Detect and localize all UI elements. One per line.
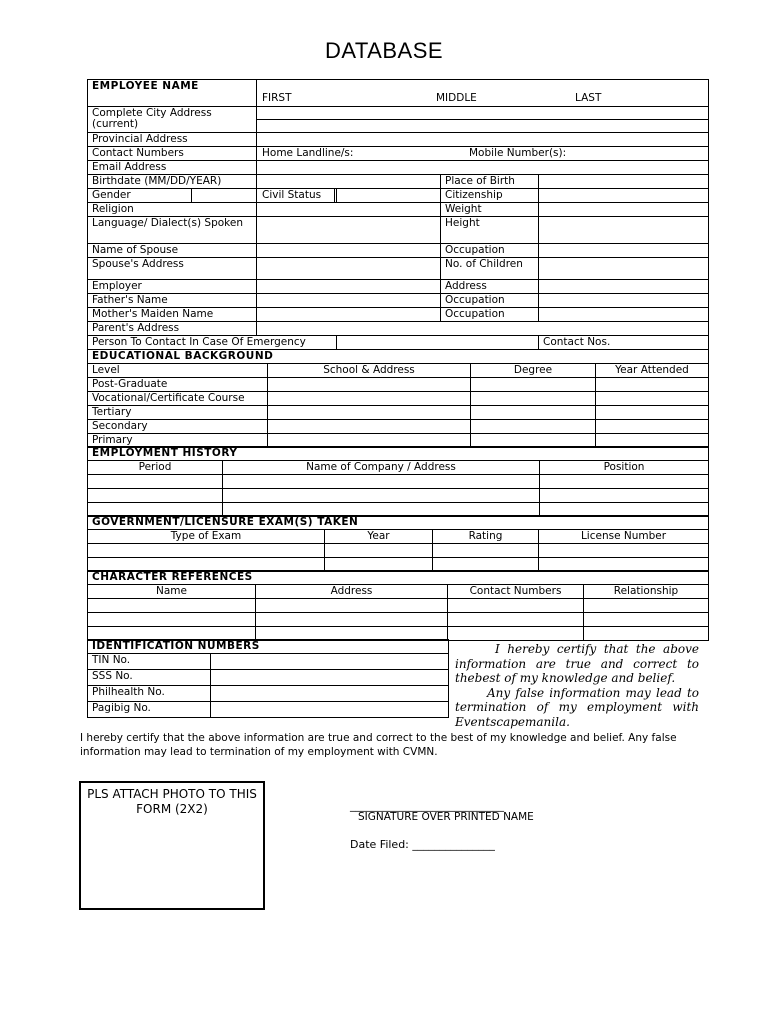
references-table bbox=[87, 570, 709, 641]
exams-header: GOVERNMENT/LICENSURE EXAM(S) TAKEN bbox=[88, 516, 709, 530]
education-cell[interactable] bbox=[596, 420, 709, 434]
education-col-degree: Degree bbox=[471, 364, 596, 378]
provincial-address-label: Provincial Address bbox=[88, 133, 257, 147]
spouse-address-field[interactable] bbox=[257, 258, 441, 280]
tin-label: TIN No. bbox=[88, 654, 211, 670]
fathers-name-field[interactable] bbox=[257, 294, 441, 308]
birthdate-field[interactable] bbox=[257, 175, 441, 189]
spouse-name-label: Name of Spouse bbox=[88, 244, 257, 258]
spouse-occupation-field[interactable] bbox=[539, 244, 709, 258]
education-cell[interactable] bbox=[471, 420, 596, 434]
references-col-address: Address bbox=[256, 585, 448, 599]
education-cell[interactable] bbox=[471, 406, 596, 420]
education-cell[interactable] bbox=[268, 406, 471, 420]
birthdate-label: Birthdate (MM/DD/YEAR) bbox=[88, 175, 257, 189]
education-level-tertiary: Tertiary bbox=[88, 406, 268, 420]
pagibig-label: Pagibig No. bbox=[88, 702, 211, 718]
height-label: Height bbox=[441, 217, 539, 244]
employment-cell[interactable] bbox=[540, 475, 709, 489]
father-occupation-label: Occupation bbox=[441, 294, 539, 308]
emergency-contact-field[interactable] bbox=[337, 336, 539, 350]
employer-label: Employer bbox=[88, 280, 257, 294]
employee-name-label: EMPLOYEE NAME bbox=[88, 80, 257, 107]
signature-line[interactable]: ____________________________ bbox=[350, 799, 504, 812]
identification-table bbox=[87, 639, 449, 718]
place-of-birth-field[interactable] bbox=[539, 175, 709, 189]
date-filed-field[interactable]: Date Filed: _______________ bbox=[350, 838, 495, 851]
education-cell[interactable] bbox=[596, 392, 709, 406]
employment-cell[interactable] bbox=[223, 489, 540, 503]
education-header: EDUCATIONAL BACKGROUND bbox=[88, 350, 709, 364]
emergency-contact-label: Person To Contact In Case Of Emergency bbox=[88, 336, 337, 350]
last-label: LAST bbox=[575, 92, 602, 104]
education-cell[interactable] bbox=[268, 392, 471, 406]
employment-cell[interactable] bbox=[223, 475, 540, 489]
page-title: DATABASE bbox=[324, 38, 444, 63]
contact-numbers-field[interactable] bbox=[257, 147, 709, 161]
civil-status-field[interactable] bbox=[337, 189, 441, 203]
height-field[interactable] bbox=[539, 217, 709, 244]
education-level-vocational: Vocational/Certificate Course bbox=[88, 392, 268, 406]
city-address-label: Complete City Address (current) bbox=[88, 107, 257, 133]
sss-label: SSS No. bbox=[88, 670, 211, 686]
email-address-label: Email Address bbox=[88, 161, 257, 175]
children-label: No. of Children bbox=[441, 258, 539, 280]
spouse-address-label: Spouse's Address bbox=[88, 258, 257, 280]
philhealth-label: Philhealth No. bbox=[88, 686, 211, 702]
certification-line-1: I hereby certify that the above information are true and correct to thebest of my knowledge and belief. bbox=[455, 642, 699, 685]
religion-label: Religion bbox=[88, 203, 257, 217]
employer-field[interactable] bbox=[257, 280, 441, 294]
home-landline-label: Home Landline/s: bbox=[262, 147, 354, 159]
exams-cell[interactable] bbox=[325, 544, 433, 558]
references-cell[interactable] bbox=[88, 599, 256, 613]
religion-field[interactable] bbox=[257, 203, 441, 217]
employment-table bbox=[87, 446, 709, 517]
education-cell[interactable] bbox=[596, 378, 709, 392]
employment-col-position: Position bbox=[540, 461, 709, 475]
references-cell[interactable] bbox=[256, 613, 448, 627]
gender-label: Gender bbox=[92, 189, 131, 201]
references-cell[interactable] bbox=[448, 613, 584, 627]
certification-statement: I hereby certify that the above information are true and correct to the best of my knowledge and belief. Any false information may lead to termination of my employment with CVMN. bbox=[80, 732, 677, 758]
employer-address-label: Address bbox=[441, 280, 539, 294]
children-field[interactable] bbox=[539, 258, 709, 280]
employer-address-field[interactable] bbox=[539, 280, 709, 294]
certification-block bbox=[455, 642, 699, 729]
education-cell[interactable] bbox=[471, 378, 596, 392]
mother-occupation-field[interactable] bbox=[539, 308, 709, 322]
spouse-occupation-label: Occupation bbox=[441, 244, 539, 258]
exams-col-year: Year bbox=[325, 530, 433, 544]
exams-col-rating: Rating bbox=[433, 530, 539, 544]
employment-cell[interactable] bbox=[88, 475, 223, 489]
education-level-secondary: Secondary bbox=[88, 420, 268, 434]
civil-status-label: Civil Status bbox=[262, 189, 322, 201]
employment-col-company: Name of Company / Address bbox=[223, 461, 540, 475]
philhealth-field[interactable] bbox=[211, 686, 449, 702]
exams-cell[interactable] bbox=[433, 544, 539, 558]
education-table bbox=[87, 349, 709, 448]
references-cell[interactable] bbox=[584, 627, 709, 641]
references-header: CHARACTER REFERENCES bbox=[88, 571, 709, 585]
exams-cell[interactable] bbox=[88, 544, 325, 558]
education-cell[interactable] bbox=[268, 420, 471, 434]
mother-occupation-label: Occupation bbox=[441, 308, 539, 322]
city-address-field[interactable] bbox=[257, 107, 709, 133]
civil-status-label-cell bbox=[257, 189, 337, 203]
spouse-name-field[interactable] bbox=[257, 244, 441, 258]
parents-address-field[interactable] bbox=[257, 322, 709, 336]
exams-col-license: License Number bbox=[539, 530, 709, 544]
references-cell[interactable] bbox=[448, 599, 584, 613]
employee-name-field[interactable] bbox=[257, 80, 709, 107]
references-cell[interactable] bbox=[584, 599, 709, 613]
education-level-postgrad: Post-Graduate bbox=[88, 378, 268, 392]
exams-table bbox=[87, 515, 709, 572]
photo-attachment-box[interactable] bbox=[79, 781, 265, 910]
email-address-field[interactable] bbox=[257, 161, 709, 175]
education-cell[interactable] bbox=[596, 406, 709, 420]
parents-address-label: Parent's Address bbox=[88, 322, 257, 336]
weight-field[interactable] bbox=[539, 203, 709, 217]
mobile-numbers-label: Mobile Number(s): bbox=[469, 147, 567, 159]
mothers-name-label: Mother's Maiden Name bbox=[88, 308, 257, 322]
fathers-name-label: Father's Name bbox=[88, 294, 257, 308]
language-field[interactable] bbox=[257, 217, 441, 244]
citizenship-field[interactable] bbox=[539, 189, 709, 203]
father-occupation-field[interactable] bbox=[539, 294, 709, 308]
citizenship-label: Citizenship bbox=[441, 189, 539, 203]
certification-line-2: Any false information may lead to termination of my employment with Eventscapemanila. bbox=[455, 685, 699, 729]
education-cell[interactable] bbox=[268, 378, 471, 392]
place-of-birth-label: Place of Birth bbox=[441, 175, 539, 189]
education-level-primary: Primary bbox=[88, 434, 268, 448]
provincial-address-field[interactable] bbox=[257, 133, 709, 147]
employment-cell[interactable] bbox=[540, 489, 709, 503]
employment-header: EMPLOYMENT HISTORY bbox=[88, 447, 709, 461]
education-col-level: Level bbox=[88, 364, 268, 378]
references-cell[interactable] bbox=[448, 627, 584, 641]
references-cell[interactable] bbox=[256, 599, 448, 613]
language-label: Language/ Dialect(s) Spoken bbox=[88, 217, 257, 244]
identification-header: IDENTIFICATION NUMBERS bbox=[88, 640, 449, 654]
education-col-year: Year Attended bbox=[596, 364, 709, 378]
gender-label-cell bbox=[88, 189, 257, 203]
middle-label: MIDDLE bbox=[436, 92, 477, 104]
employment-cell[interactable] bbox=[88, 489, 223, 503]
employment-col-period: Period bbox=[88, 461, 223, 475]
references-col-name: Name bbox=[88, 585, 256, 599]
exams-cell[interactable] bbox=[539, 544, 709, 558]
mothers-name-field[interactable] bbox=[257, 308, 441, 322]
pagibig-field[interactable] bbox=[211, 702, 449, 718]
references-cell[interactable] bbox=[88, 613, 256, 627]
references-cell[interactable] bbox=[584, 613, 709, 627]
education-col-school: School & Address bbox=[268, 364, 471, 378]
contact-numbers-label: Contact Numbers bbox=[88, 147, 257, 161]
personal-info-table bbox=[87, 79, 709, 350]
exams-col-type: Type of Exam bbox=[88, 530, 325, 544]
education-cell[interactable] bbox=[471, 392, 596, 406]
references-col-relationship: Relationship bbox=[584, 585, 709, 599]
signature-label: SIGNATURE OVER PRINTED NAME bbox=[358, 811, 534, 823]
first-label: FIRST bbox=[262, 92, 292, 104]
contact-nos-label: Contact Nos. bbox=[539, 336, 709, 350]
photo-box-label: PLS ATTACH PHOTO TO THIS FORM (2X2) bbox=[87, 787, 257, 816]
sss-field[interactable] bbox=[211, 670, 449, 686]
tin-field[interactable] bbox=[211, 654, 449, 670]
weight-label: Weight bbox=[441, 203, 539, 217]
references-col-contact: Contact Numbers bbox=[448, 585, 584, 599]
